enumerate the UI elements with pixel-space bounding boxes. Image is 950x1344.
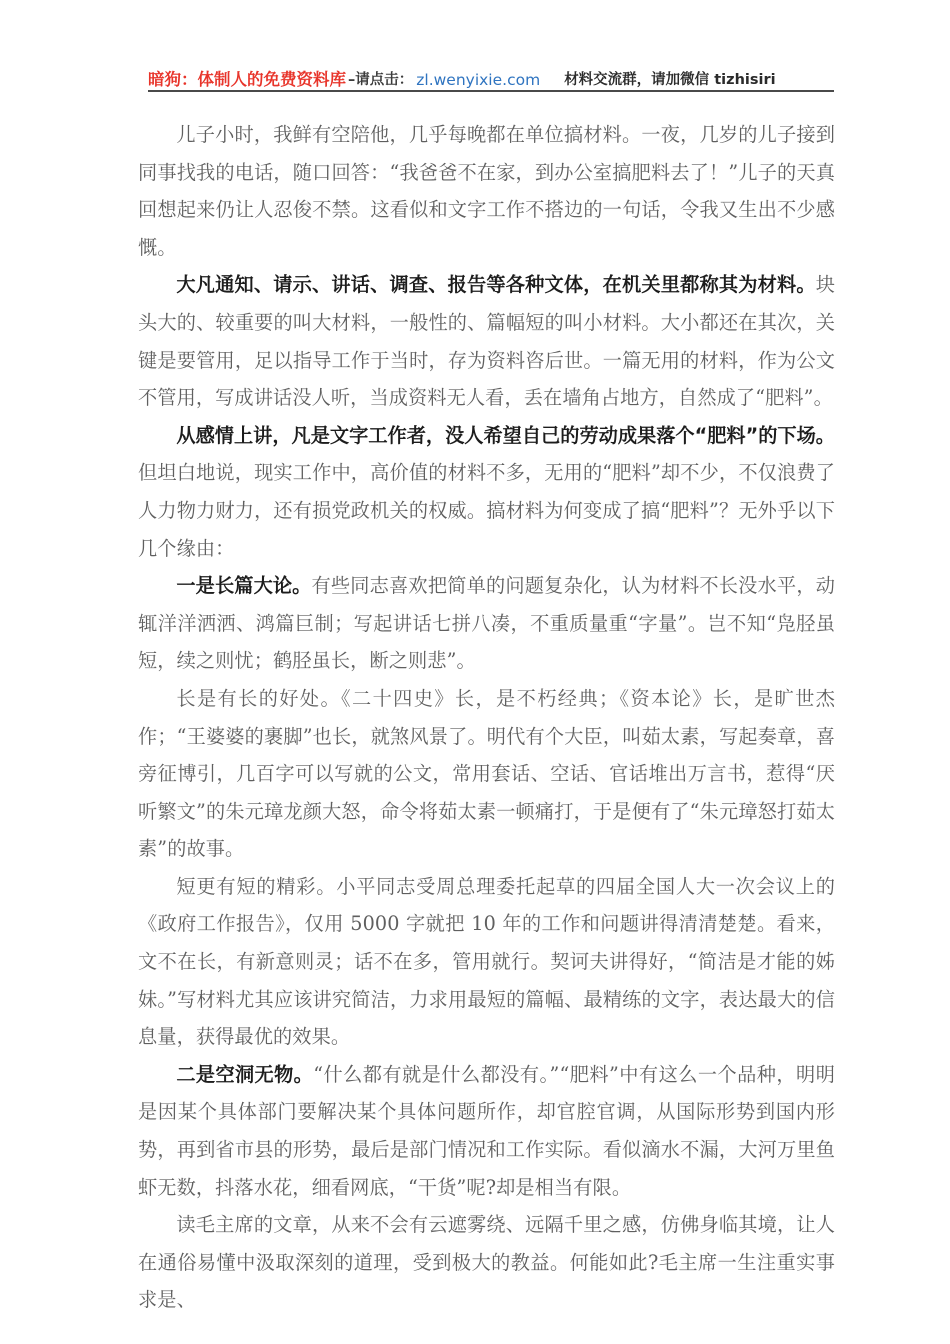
paragraph-4 [138,567,835,680]
promo-wechat-note: 材料交流群，请加微信 tizhisiri [564,72,776,88]
paragraph-5-text: 长是有长的好处。《二十四史》长，是不朽经典；《资本论》长，是旷世杰作；“王婆婆的裹脚”也长，就煞风景了。明代有个大臣，叫茹太素，写起奏章，喜旁征博引，几百字可以写就的公文，常用套话、空话、官话堆出万言书，惹得“厌听繁文”的朱元璋龙颜大怒，命令将茹太素一顿痛打，于是便有了“朱元璋怒打茹太素”的故事。 [138,686,835,861]
paragraph-1 [138,116,835,266]
paragraph-4-lead: 一是长篇大论。 [176,574,312,598]
paragraph-1-text: 儿子小时，我鲜有空陪他，几乎每晚都在单位搞材料。一夜，几岁的儿子接到同事找我的电话，随口回答：“我爸爸不在家，到办公室搞肥料去了！”儿子的天真回想起来仍让人忍俊不禁。这看似和文字工作不搭边的一句话，令我又生出不少感慨。 [138,123,835,259]
paragraph-6 [138,868,835,1056]
promo-click-label: –请点击： [348,72,414,88]
paragraph-2 [138,266,835,416]
paragraph-7-text: “什么都有就是什么都没有。”“肥料”中有这么一个品种，明明是因某个具体部门要解决某个具体问题所作，却官腔官调，从国际形势到国内形势，再到省市县的形势，最后是部门情况和工作实际。看似滴水不漏，大河万里鱼虾无数，抖落水花，细看网底，“干货”呢?却是相当有限。 [138,1062,835,1199]
promo-header [0,58,950,98]
paragraph-8-text: 读毛主席的文章，从来不会有云遮雾绕、远隔千里之感，仿佛身临其境，让人在通俗易懂中汲取深刻的道理，受到极大的教益。何能如此?毛主席一生注重实事求是、 [138,1213,835,1312]
paragraph-3 [138,417,835,567]
paragraph-3-text: 但坦白地说，现实工作中，高价值的材料不多，无用的“肥料”却不少，不仅浪费了人力物力财力，还有损党政机关的权威。搞材料为何变成了搞“肥料”？无外乎以下几个缘由： [138,461,835,560]
promo-site-link[interactable]: zl.wenyixie.com [416,71,541,89]
promo-brand-text: 暗狗：体制人的免费资料库 [148,70,346,89]
paragraph-4-text: 有些同志喜欢把简单的问题复杂化，认为材料不长没水平，动辄洋洋洒洒、鸿篇巨制；写起讲话七拼八凑，不重质量重“字量”。岂不知“凫胫虽短，续之则忧；鹤胫虽长，断之则悲”。 [138,574,835,673]
header-divider [148,90,834,92]
paragraph-2-text: 块头大的、较重要的叫大材料，一般性的、篇幅短的叫小材料。大小都还在其次，关键是要管用，足以指导工作于当时，存为资料咨后世。一篇无用的材料，作为公文不管用，写成讲话没人听，当成资料无人看，丢在墙角占地方，自然成了“肥料”。 [138,273,835,410]
paragraph-6-text: 短更有短的精彩。小平同志受周总理委托起草的四届全国人大一次会议上的《政府工作报告》，仅用 5000 字就把 10 年的工作和问题讲得清清楚楚。看来，文不在长，有新意则灵；话不在多，管用就行。契诃夫讲得好，“简洁是才能的姊妹。”写材料尤其应该讲究简洁，力求用最短的篇幅、最精练的文字，表达最大的信息量，获得最优的效果。 [138,874,835,1049]
document-body [138,116,835,1319]
promo-header-content [148,58,834,90]
paragraph-5 [138,680,835,868]
paragraph-7 [138,1056,835,1206]
paragraph-3-lead: 从感情上讲，凡是文字工作者，没人希望自己的劳动成果落个“肥料”的下场。 [176,423,835,447]
paragraph-7-lead: 二是空洞无物。 [176,1062,314,1086]
paragraph-2-lead: 大凡通知、请示、讲话、调查、报告等各种文体，在机关里都称其为材料。 [176,273,816,297]
paragraph-8 [138,1206,835,1319]
